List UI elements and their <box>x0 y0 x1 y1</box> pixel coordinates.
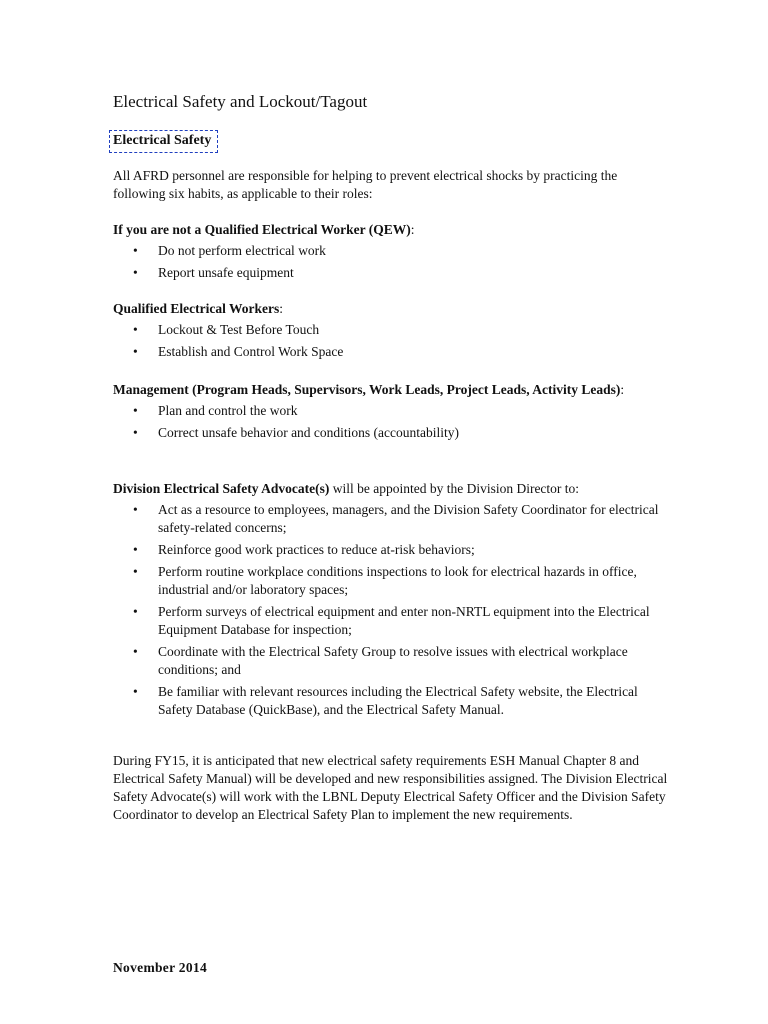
group-safety-advocates <box>113 480 673 723</box>
list-item: • Act as a resource to employees, managers, and the Division Safety Coordinator for electrical safety-related concerns; <box>113 501 673 537</box>
group-lead-rest: : <box>410 222 415 237</box>
group-qew <box>113 300 673 365</box>
group-lead-bold: If you are not a Qualified Electrical Worker (QEW) <box>113 222 411 237</box>
document-title: Electrical Safety and Lockout/Tagout <box>113 92 368 111</box>
list-item: • Be familiar with relevant resources including the Electrical Safety website, the Electrical Safety Database (QuickBase), and the Electrical Safety Manual. <box>113 683 673 719</box>
group-lead-rest: : <box>620 382 625 397</box>
list-item: • Plan and control the work <box>113 402 673 420</box>
group-lead-rest: : <box>279 301 283 316</box>
bullet-list <box>113 402 673 442</box>
list-item: • Perform surveys of electrical equipment and enter non-NRTL equipment into the Electrical Equipment Database for inspection; <box>113 603 673 639</box>
group-non-qew <box>113 221 673 286</box>
group-lead-rest: will be appointed by the Division Director to: <box>329 481 580 496</box>
group-lead-bold: Management (Program Heads, Supervisors, Work Leads, Project Leads, Activity Leads) <box>113 382 621 397</box>
list-item: • Perform routine workplace conditions inspections to look for electrical hazards in office, industrial and/or laboratory spaces; <box>113 563 673 599</box>
group-lead-bold: Qualified Electrical Workers <box>113 301 280 316</box>
list-item: • Report unsafe equipment <box>113 264 673 282</box>
list-item: • Establish and Control Work Space <box>113 343 673 361</box>
group-lead <box>113 381 673 399</box>
intro-paragraph: All AFRD personnel are responsible for helping to prevent electrical shocks by practicing the following six habits, as applicable to their roles: <box>113 168 618 201</box>
list-item: • Coordinate with the Electrical Safety Group to resolve issues with electrical workplace conditions; and <box>113 643 673 679</box>
group-lead-bold: Division Electrical Safety Advocate(s) <box>113 481 330 496</box>
bullet-list <box>113 321 673 361</box>
bullet-list <box>113 242 673 282</box>
bullet-list <box>113 501 673 719</box>
list-item: • Reinforce good work practices to reduce at-risk behaviors; <box>113 541 673 559</box>
footer-date: November 2014 <box>113 960 208 975</box>
list-item: • Lockout & Test Before Touch <box>113 321 673 339</box>
group-lead <box>113 480 673 498</box>
group-lead <box>113 221 673 239</box>
group-management <box>113 381 673 446</box>
section-heading-electrical-safety[interactable]: Electrical Safety <box>109 130 218 153</box>
list-item: • Correct unsafe behavior and conditions (accountability) <box>113 424 673 442</box>
closing-paragraph: During FY15, it is anticipated that new electrical safety requirements ESH Manual Chapter 8 and Electrical Safety Manual) will be developed and new responsibilities assigned. The Division Electrical Safety Advocate(s) will work with the LBNL Deputy Electrical Safety Officer and the Division Safety Coordinator to develop an Electrical Safety Plan to implement the new requirements. <box>113 753 668 822</box>
list-item: • Do not perform electrical work <box>113 242 673 260</box>
group-lead <box>113 300 673 318</box>
